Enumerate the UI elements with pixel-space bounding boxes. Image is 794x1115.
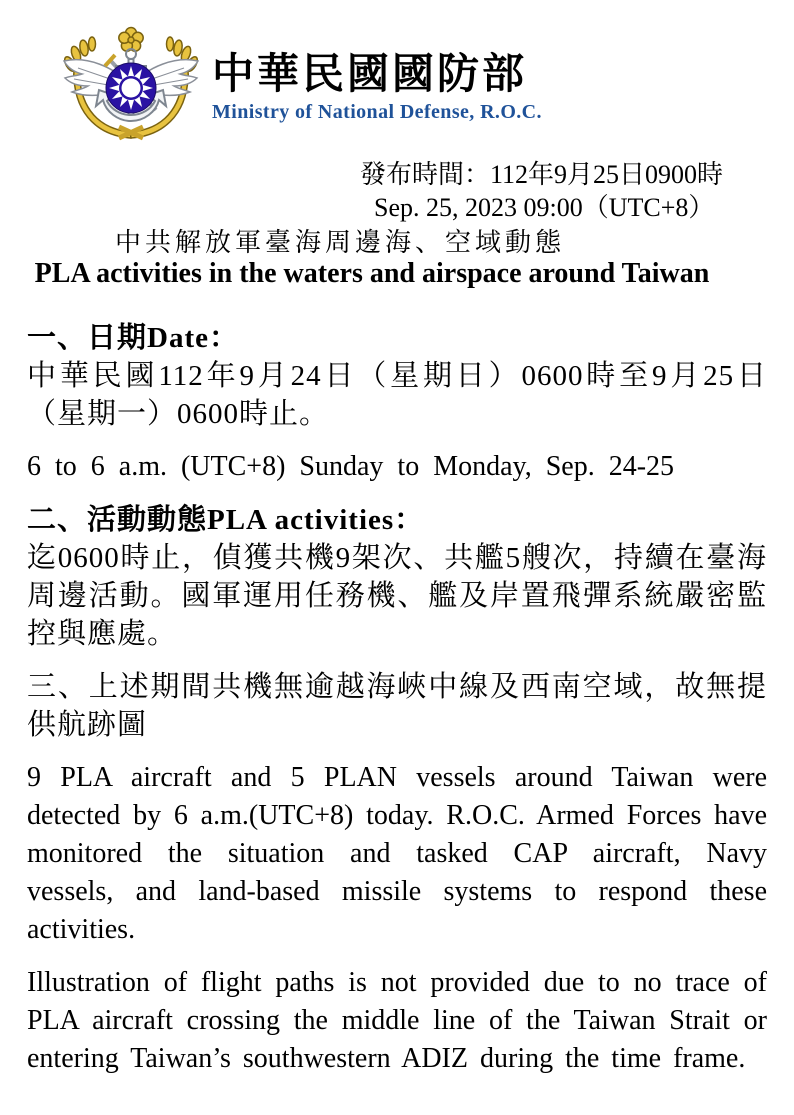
section3-body-zh: 三、上述期間共機無逾越海峽中線及西南空域，故無提供航跡圖 — [27, 671, 767, 741]
section2-body-zh: 迄0600時止，偵獲共機9架次、共艦5艘次，持續在臺海周邊活動。國軍運用任務機、艦及岸置飛彈系統嚴密監控與應處。 — [27, 542, 767, 650]
mnd-emblem-icon — [56, 24, 206, 146]
section1-body-en: 6 to 6 a.m. (UTC+8) Sunday to Monday, Sep. 24-25 — [27, 451, 675, 482]
release-info — [0, 158, 794, 224]
paragraph-illustration-en: Illustration of flight paths is not provided due to no trace of PLA aircraft crossing the middle line of the Taiwan Strait or entering Taiwan’s southwestern ADIZ during the time frame. — [27, 967, 767, 1074]
sun-roundel-shape — [106, 63, 156, 113]
org-name-en: Ministry of National Defense, R.O.C. — [212, 101, 542, 123]
document-body — [27, 319, 767, 1078]
section1-heading: 一、日期Date： — [27, 322, 239, 354]
plum-blossom-shape — [119, 28, 143, 52]
release-time-en: Sep. 25, 2023 09:00（UTC+8） — [374, 193, 715, 222]
document-title-en: PLA activities in the waters and airspace around Taiwan — [34, 258, 710, 289]
paragraph-detection-en: 9 PLA aircraft and 5 PLAN vessels around Taiwan were detected by 6 a.m.(UTC+8) today. R.O.C. Armed Forces have monitored the situation and tasked CAP aircraft, Navy vessels, and land-based missile systems to respond these activities. — [27, 762, 767, 945]
document-title-zh: 中共解放軍臺海周邊海、空域動態 — [114, 228, 565, 257]
org-name-zh: 中華民國國防部 — [212, 52, 528, 98]
section2-heading: 二、活動動態PLA activities： — [27, 504, 425, 536]
masthead — [0, 0, 794, 152]
release-time-zh: 發布時間：112年9月25日0900時 — [360, 160, 724, 189]
section-date — [27, 319, 767, 433]
section1-body-zh: 中華民國112年9月24日（星期日）0600時至9月25日（星期一）0600時止。 — [27, 360, 767, 430]
org-identity — [212, 50, 542, 124]
section-activities — [27, 501, 767, 653]
